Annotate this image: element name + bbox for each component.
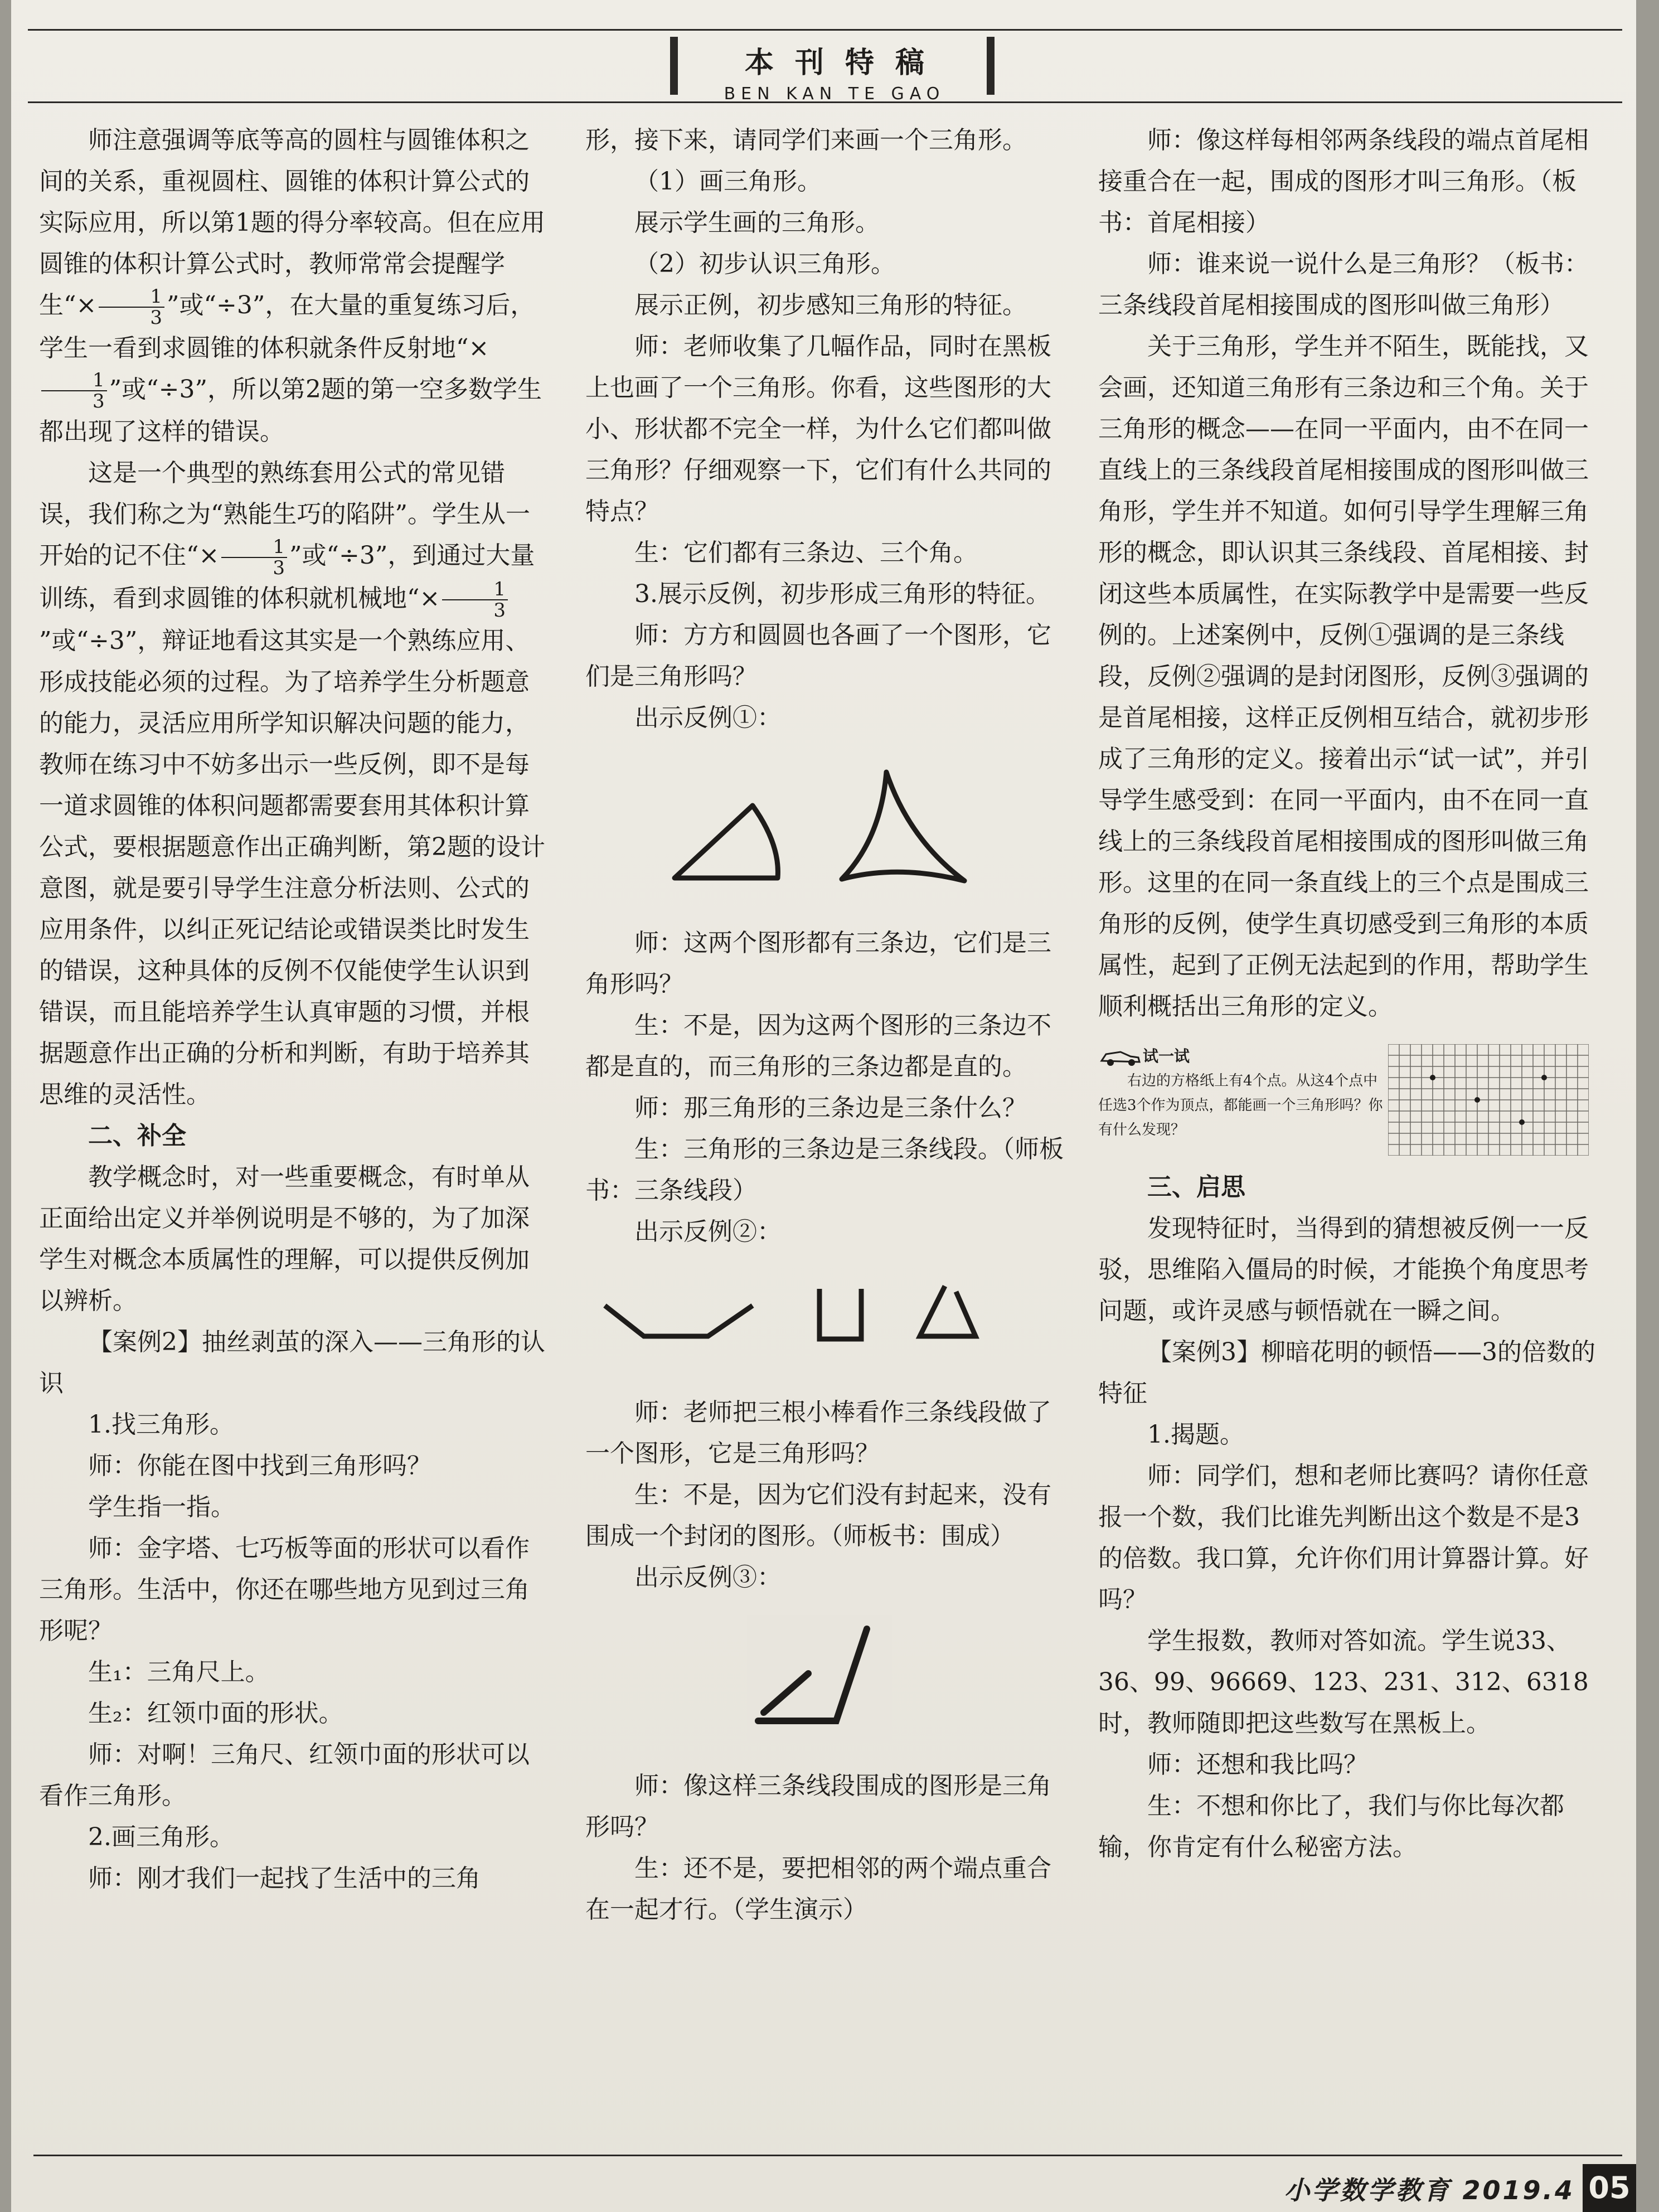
paragraph: 展示正例，初步感知三角形的特征。 xyxy=(634,291,1027,319)
paragraph: 生：三角形的三条边是三条线段。（师板书：三条线段） xyxy=(585,1135,1064,1205)
paragraph: 2.画三角形。 xyxy=(88,1823,234,1851)
paragraph: 教学概念时，对一些重要概念，有时单从正面给出定义并举例说明是不够的，为了加深学生对概念本质属性的理解，可以提供反例加以辨析。 xyxy=(39,1163,530,1315)
footer-issue: 2019.4 xyxy=(1462,2175,1575,2205)
footer-journal: 小学数学教育 2019.4 xyxy=(1284,2175,1575,2205)
grid-point xyxy=(1519,1119,1525,1125)
paragraph: 师：金字塔、七巧板等面的形状可以看作三角形。生活中，你还在哪些地方见到过三角形呢？ xyxy=(39,1534,530,1645)
paragraph: 发现特征时，当得到的猜想被反例一一反驳，思维陷入僵局的时候，才能换个角度思考问题，或许灵感与顿悟就在一瞬之间。 xyxy=(1098,1214,1589,1325)
paragraph: 生：不想和你比了，我们与你比每次都输，你肯定有什么秘密方法。 xyxy=(1098,1792,1564,1861)
open-bowl-shape xyxy=(605,1306,753,1336)
column-2 xyxy=(585,120,1065,1930)
paragraph: 1.找三角形。 xyxy=(88,1410,234,1439)
header-bar-right xyxy=(987,37,995,95)
case-heading: 【案例3】柳暗花明的顿悟——3的倍数的特征 xyxy=(1098,1338,1595,1408)
paragraph: 展示学生画的三角形。 xyxy=(634,208,880,237)
try-it-text: 右边的方格纸上有4个点。从这4个点中任选3个作为顶点，都能画一个三角形吗？你有什么发现？ xyxy=(1098,1073,1383,1138)
paragraph: 师：同学们，想和老师比赛吗？请你任意报一个数，我们比谁先判断出这个数是不是3的倍数。我口算，允许你们用计算器计算。好吗？ xyxy=(1098,1462,1589,1614)
paragraph: 出示反例③： xyxy=(634,1563,782,1592)
paragraph: 生₁：三角尺上。 xyxy=(88,1658,270,1686)
paragraph: 关于三角形，学生并不陌生，既能找，又会画，还知道三角形有三条边和三个角。关于三角形的概念——在同一平面内，由不在同一直线上的三条线段首尾相接围成的图形叫做三角形，学生并不知道。如何引导学生理解三角形的概念，即认识其三条线段、首尾相接、封闭这些本质属性，在实际教学中是需要一些反例的。上述案例中，反例①强调的是三条线段，反例②强调的是封闭图形，反例③强调的是首尾相接，这样正反例相互结合，就初步形成了三角形的定义。接着出示“试一试”，并引导学生感受到：在同一平面内，由不在同一直线上的三条线段首尾相接围成的图形叫做三角形。这里的在同一条直线上的三个点是围成三角形的反例，使学生真切感受到三角形的本质属性，起到了正例无法起到的作用，帮助学生顺利概括出三角形的定义。 xyxy=(1098,332,1589,1021)
fraction: $\frac{1}{3}$ xyxy=(41,370,107,411)
paragraph: 这是一个典型的熟练套用公式的常见错误，我们称之为“熟能生巧的陷阱”。学生从一开始的记不住“× $\frac{1}{3}$ ”或“÷3”，到通过大量训练，看到求圆锥的体积就机械地“× $\frac{1}{3}$ ”或“÷3”，辩证地看这其实是一个熟练应用、形成技能必须的过程。为了培养学生分析题意的能力，灵活应用所学知识解决问题的能力，教师在练习中不妨多出示一些反例，即不是每一道求圆锥的体积问题都需要套用其体积计算公式，要根据题意作出正确判断，第2题的设计意图，就是要引导学生注意分析法则、公式的应用条件，以纠正死记结论或错误类比时发生的错误，这种具体的反例不仅能使学生认识到错误，而且能培养学生认真审题的习惯，并根据题意作出正确的分析和判断，有助于培养其思维的灵活性。 xyxy=(39,459,545,1109)
journal-page xyxy=(11,0,1636,2212)
counterexample-3-figure xyxy=(585,1598,1065,1765)
paragraph: 1.揭题。 xyxy=(1147,1420,1244,1449)
unjoined-triangle-shape xyxy=(920,1286,976,1336)
section-heading: 二、补全 xyxy=(88,1122,186,1150)
dot-grid-paper xyxy=(1388,1044,1589,1156)
fraction: $\frac{1}{3}$ xyxy=(442,579,508,620)
paragraph: 出示反例②： xyxy=(634,1217,782,1246)
counterexample-2-figure xyxy=(585,1253,1065,1392)
paragraph: 师：方方和圆圆也各画了一个图形，它们是三角形吗？ xyxy=(585,621,1051,691)
paragraph: 学生报数，教师对答如流。学生说33、36、99、96669、123、231、312、6318时，教师随即把这些数写在黑板上。 xyxy=(1098,1627,1589,1738)
paragraph: 师：还想和我比吗？ xyxy=(1147,1750,1368,1779)
paragraph: 生：它们都有三条边、三个角。 xyxy=(634,539,978,567)
try-it-box xyxy=(1098,1044,1600,1156)
header-rule-top xyxy=(28,29,1622,31)
paragraph: 形，接下来，请同学们来画一个三角形。 xyxy=(585,126,1027,154)
paragraph: 生：不是，因为这两个图形的三条边不都是直的，而三角形的三条边都是直的。 xyxy=(585,1011,1051,1081)
try-it-title: 试一试 xyxy=(1143,1047,1190,1065)
column-1 xyxy=(39,120,552,1899)
paragraph: 3.展示反例，初步形成三角形的特征。 xyxy=(634,580,1050,608)
grid-point xyxy=(1430,1075,1435,1080)
paragraph: 师：像这样三条线段围成的图形是三角形吗？ xyxy=(585,1772,1051,1841)
grid-point xyxy=(1541,1075,1547,1080)
fraction: $\frac{1}{3}$ xyxy=(221,537,287,578)
paragraph: 师：像这样每相邻两条线段的端点首尾相接重合在一起，围成的图形才叫三角形。（板书：首尾相接） xyxy=(1098,126,1589,237)
case-heading: 【案例2】抽丝剥茧的深入——三角形的认识 xyxy=(39,1328,545,1398)
grid-point xyxy=(1474,1097,1480,1103)
paragraph: 师：你能在图中找到三角形吗？ xyxy=(88,1452,431,1480)
section-heading: 三、启思 xyxy=(1147,1173,1245,1201)
curved-triangle-shape xyxy=(842,772,964,881)
header-bar-left xyxy=(670,37,678,95)
section-header xyxy=(676,31,993,104)
paragraph: 学生指一指。 xyxy=(88,1493,235,1521)
page-number: 05 xyxy=(1583,2164,1636,2212)
paragraph: 师：老师把三根小棒看作三条线段做了一个图形，它是三角形吗？ xyxy=(585,1398,1051,1468)
paragraph: 生：不是，因为它们没有封起来，没有围成一个封闭的图形。（师板书：围成） xyxy=(585,1481,1051,1550)
paragraph: 师：谁来说一说什么是三角形？（板书：三条线段首尾相接围成的图形叫做三角形） xyxy=(1098,250,1589,319)
section-subtitle: BEN KAN TE GAO xyxy=(724,84,945,104)
section-title: 本刊特稿 xyxy=(744,46,945,80)
open-box-shape xyxy=(819,1289,861,1339)
paragraph: （1）画三角形。 xyxy=(634,167,822,196)
paragraph: 生：还不是，要把相邻的两个端点重合在一起才行。（学生演示） xyxy=(585,1854,1051,1924)
paragraph: 师：这两个图形都有三条边，它们是三角形吗？ xyxy=(585,929,1051,998)
curved-sector-shape xyxy=(675,806,778,878)
paragraph: 师：对啊！三角尺、红领巾面的形状可以看作三角形。 xyxy=(39,1740,530,1810)
paragraph: 生₂：红领巾面的形状。 xyxy=(88,1699,343,1728)
car-icon xyxy=(1098,1045,1143,1068)
fraction: $\frac{1}{3}$ xyxy=(99,287,164,328)
footer-rule xyxy=(33,2155,1622,2156)
try-it-heading xyxy=(1098,1044,1388,1069)
paragraph: 师：老师收集了几幅作品，同时在黑板上也画了一个三角形。你看，这些图形的大小、形状都不完全一样，为什么它们都叫做三角形？仔细观察一下，它们有什么共同的特点？ xyxy=(585,332,1051,526)
paragraph: 出示反例①： xyxy=(634,704,782,732)
paragraph: （2）初步认识三角形。 xyxy=(634,250,895,278)
paragraph: 师：那三角形的三条边是三条什么？ xyxy=(634,1094,1027,1122)
paragraph: 师注意强调等底等高的圆柱与圆锥体积之间的关系，重视圆柱、圆锥的体积计算公式的实际应用，所以第1题的得分率较高。但在应用圆锥的体积计算公式时，教师常常会提醒学生“× $\frac{1}{3}$ ”或“÷3”，在大量的重复练习后，学生一看到求圆锥的体积就条件反射地“× $\frac{1}{3}$ ”或“÷3”，所以第2题的第一空多数学生都出现了这样的错误。 xyxy=(39,126,545,446)
paragraph: 师：刚才我们一起找了生活中的三角 xyxy=(88,1864,481,1893)
counterexample-1-figure xyxy=(585,739,1065,923)
column-3 xyxy=(1098,120,1600,1868)
